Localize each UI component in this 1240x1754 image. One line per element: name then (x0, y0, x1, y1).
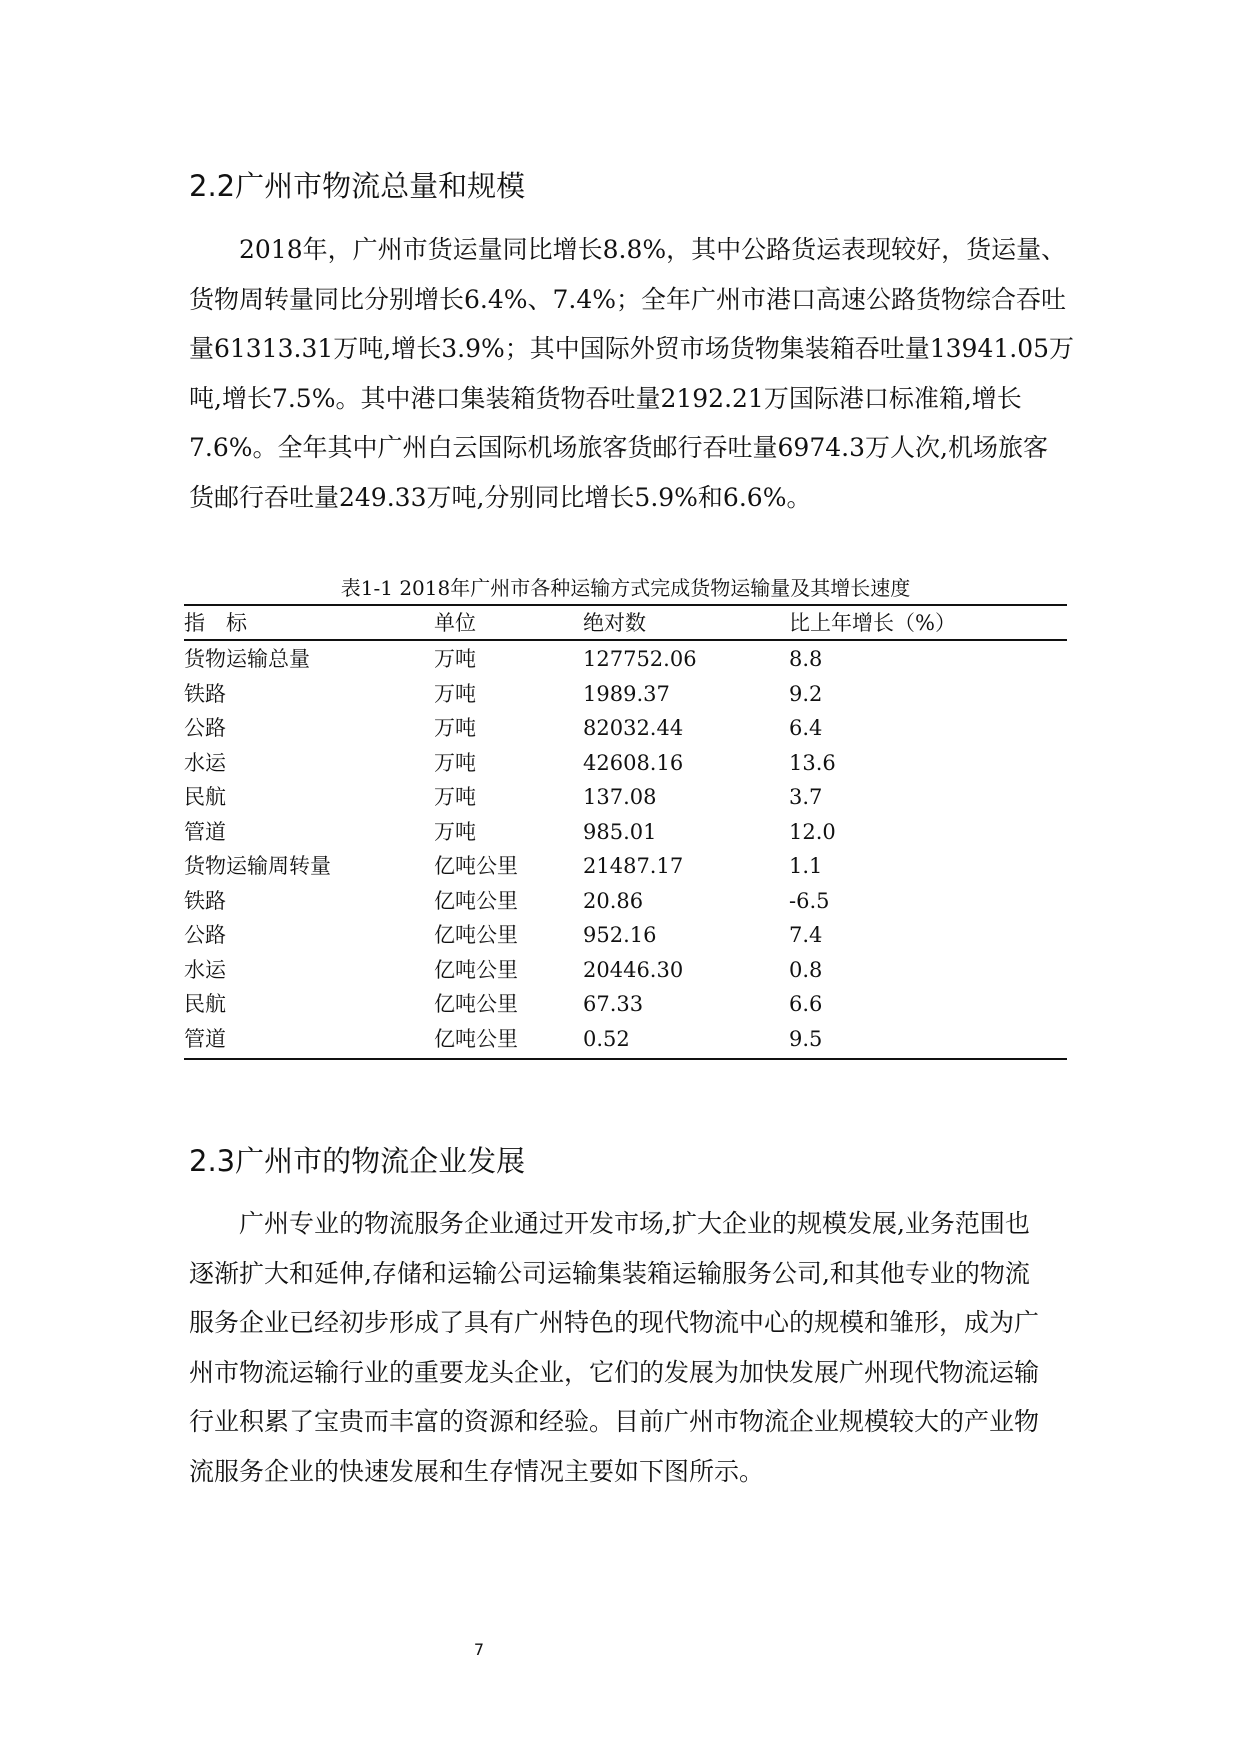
paragraph-line: 货物周转量同比分别增长6.4%、7.4%；全年广州市港口高速公路货物综合吞吐 (189, 284, 1067, 314)
cell-unit: 亿吨公里 (434, 923, 518, 947)
cell-unit: 万吨 (434, 819, 476, 844)
cell-indicator: 水运 (184, 750, 226, 775)
cell-indicator: 管道 (184, 819, 226, 844)
table-row (184, 677, 1067, 712)
cell-absolute: 21487.17 (583, 854, 684, 878)
cell-growth: 1.1 (789, 854, 823, 878)
cell-absolute: 137.08 (583, 785, 657, 809)
cell-unit: 亿吨公里 (434, 1026, 518, 1051)
paragraph-line: 服务企业已经初步形成了具有广州特色的现代物流中心的规模和雏形，成为广 (189, 1308, 1040, 1337)
cell-indicator: 货物运输总量 (184, 647, 310, 671)
cell-indicator: 公路 (184, 923, 226, 947)
cell-indicator: 水运 (184, 957, 226, 982)
cell-absolute: 20.86 (583, 888, 644, 913)
table-bottom-rule (184, 1058, 1067, 1060)
cell-growth: 7.4 (789, 923, 823, 947)
cell-absolute: 127752.06 (583, 647, 697, 671)
table-row (184, 1022, 1067, 1057)
paragraph-2-3 (189, 1199, 1069, 1496)
table-row (184, 746, 1067, 781)
header-cell-unit: 单位 (434, 611, 476, 635)
cell-unit: 亿吨公里 (434, 957, 518, 982)
cell-growth: 12.0 (789, 819, 836, 844)
header-cell-absolute: 绝对数 (583, 611, 646, 635)
cell-indicator: 管道 (184, 1026, 226, 1051)
cell-unit: 亿吨公里 (434, 888, 518, 913)
table-row (184, 780, 1067, 815)
paragraph-line: 流服务企业的快速发展和生存情况主要如下图所示。 (189, 1456, 765, 1486)
cell-growth: 13.6 (789, 750, 836, 775)
cell-growth: 6.4 (789, 716, 823, 740)
cell-growth: 9.2 (789, 681, 823, 706)
paragraph-line: 吨,增长7.5%。其中港口集装箱货物吞吐量2192.21万国际港口标准箱,增长 (189, 383, 1022, 413)
cell-unit: 万吨 (434, 750, 476, 775)
cell-unit: 万吨 (434, 716, 476, 740)
section-heading-2-3: 2.3广州市的物流企业发展 (189, 1144, 526, 1178)
table-row (184, 918, 1067, 953)
cell-growth: 8.8 (789, 647, 823, 671)
paragraph-line: 州市物流运输行业的重要龙头企业，它们的发展为加快发展广州现代物流运输 (189, 1357, 1040, 1387)
cell-unit: 亿吨公里 (434, 854, 518, 878)
table-row (184, 711, 1067, 746)
header-cell-indicator: 指 标 (184, 611, 247, 635)
cell-absolute: 952.16 (583, 923, 657, 947)
cell-absolute: 1989.37 (583, 681, 670, 706)
cell-indicator: 民航 (184, 785, 226, 809)
cell-unit: 万吨 (434, 785, 476, 809)
paragraph-line: 量61313.31万吨,增长3.9%；其中国际外贸市场货物集装箱吞吐量13941.05万 (189, 334, 1075, 363)
table-header (184, 606, 1067, 641)
cell-indicator: 民航 (184, 992, 226, 1016)
cell-absolute: 82032.44 (583, 716, 684, 740)
table-row (184, 884, 1067, 919)
cell-indicator: 铁路 (184, 888, 226, 913)
cell-growth: -6.5 (789, 888, 830, 913)
cell-growth: 3.7 (789, 785, 823, 809)
paragraph-line: 逐渐扩大和延伸,存储和运输公司运输集装箱运输服务公司,和其他专业的物流 (189, 1258, 1030, 1288)
cell-absolute: 0.52 (583, 1026, 630, 1051)
table-row (184, 642, 1067, 677)
cell-unit: 亿吨公里 (434, 992, 518, 1016)
table-row (184, 849, 1067, 884)
page-number: 7 (473, 1640, 485, 1659)
cell-growth: 6.6 (789, 992, 823, 1016)
paragraph-2-2 (189, 225, 1075, 522)
table-header-rule (184, 639, 1067, 641)
cell-absolute: 20446.30 (583, 957, 684, 982)
paragraph-line: 货邮行吞吐量249.33万吨,分别同比增长5.9%和6.6%。 (189, 482, 812, 512)
table-row (184, 953, 1067, 988)
table-body (184, 642, 1067, 1056)
paragraph-line: 2018年，广州市货运量同比增长8.8%，其中公路货运表现较好，货运量、 (239, 235, 1067, 264)
cell-indicator: 铁路 (184, 681, 226, 706)
cell-growth: 9.5 (789, 1026, 823, 1051)
cell-growth: 0.8 (789, 957, 823, 982)
paragraph-line: 行业积累了宝贵而丰富的资源和经验。目前广州市物流企业规模较大的产业物 (189, 1407, 1040, 1436)
cell-absolute: 985.01 (583, 819, 657, 844)
cell-indicator: 公路 (184, 716, 226, 740)
section-heading-2-2: 2.2广州市物流总量和规模 (189, 169, 526, 203)
paragraph-line: 7.6%。全年其中广州白云国际机场旅客货邮行吞吐量6974.3万人次,机场旅客 (189, 433, 1048, 462)
cell-unit: 万吨 (434, 647, 476, 671)
cell-indicator: 货物运输周转量 (184, 854, 331, 878)
table-caption: 表1-1 2018年广州市各种运输方式完成货物运输量及其增长速度 (340, 576, 911, 600)
table-row (184, 987, 1067, 1022)
cell-unit: 万吨 (434, 681, 476, 706)
cell-absolute: 42608.16 (583, 750, 684, 775)
header-cell-growth: 比上年增长（%） (789, 611, 956, 635)
cell-absolute: 67.33 (583, 992, 644, 1016)
table-row (184, 815, 1067, 850)
paragraph-line: 广州专业的物流服务企业通过开发市场,扩大企业的规模发展,业务范围也 (239, 1209, 1030, 1238)
